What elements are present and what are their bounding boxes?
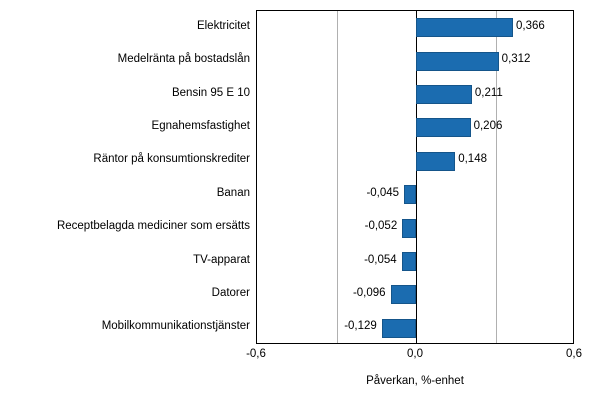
x-axis-tick-label: -0,6 (246, 348, 266, 360)
category-label: Räntor på konsumtionskrediter (93, 153, 250, 166)
bar (402, 219, 416, 238)
bar (391, 285, 416, 304)
bar-row (257, 178, 573, 211)
value-label: -0,054 (364, 253, 397, 266)
category-label: Medelränta på bostadslån (117, 53, 250, 66)
category-label: Elektricitet (196, 19, 250, 32)
value-label: -0,045 (366, 186, 400, 199)
x-axis-tick-label: 0,6 (566, 348, 582, 360)
bar-row (257, 312, 573, 345)
bar-row (257, 278, 573, 311)
bar (416, 85, 472, 104)
bar (416, 152, 455, 171)
bar-row (257, 245, 573, 278)
value-label: 0,366 (515, 19, 545, 32)
bar (404, 185, 416, 204)
x-axis-tick-label: 0,0 (407, 348, 423, 360)
value-label: 0,148 (458, 153, 487, 166)
bar (416, 18, 513, 37)
value-label: 0,211 (474, 86, 503, 99)
category-label: Datorer (211, 286, 250, 299)
value-label: -0,129 (344, 320, 377, 333)
bar-row (257, 145, 573, 178)
category-label: Receptbelagda mediciner som ersätts (56, 220, 250, 233)
bar (416, 52, 499, 71)
x-axis-title: Påverkan, %-enhet (366, 375, 464, 387)
bar-row (257, 78, 573, 111)
category-label: Banan (216, 186, 250, 199)
bar (416, 118, 471, 137)
value-label: -0,052 (364, 220, 398, 233)
value-label: -0,096 (352, 286, 386, 299)
bar-row (257, 211, 573, 244)
bar-row (257, 111, 573, 144)
bar (402, 252, 416, 271)
category-label: TV-apparat (193, 253, 250, 266)
value-label: 0,206 (473, 119, 503, 132)
value-label: 0,312 (501, 53, 531, 66)
category-label: Bensin 95 E 10 (171, 86, 250, 99)
category-label: Egnahemsfastighet (151, 119, 250, 132)
bar (382, 319, 416, 338)
category-label: Mobilkommunikationstjänster (101, 320, 250, 333)
